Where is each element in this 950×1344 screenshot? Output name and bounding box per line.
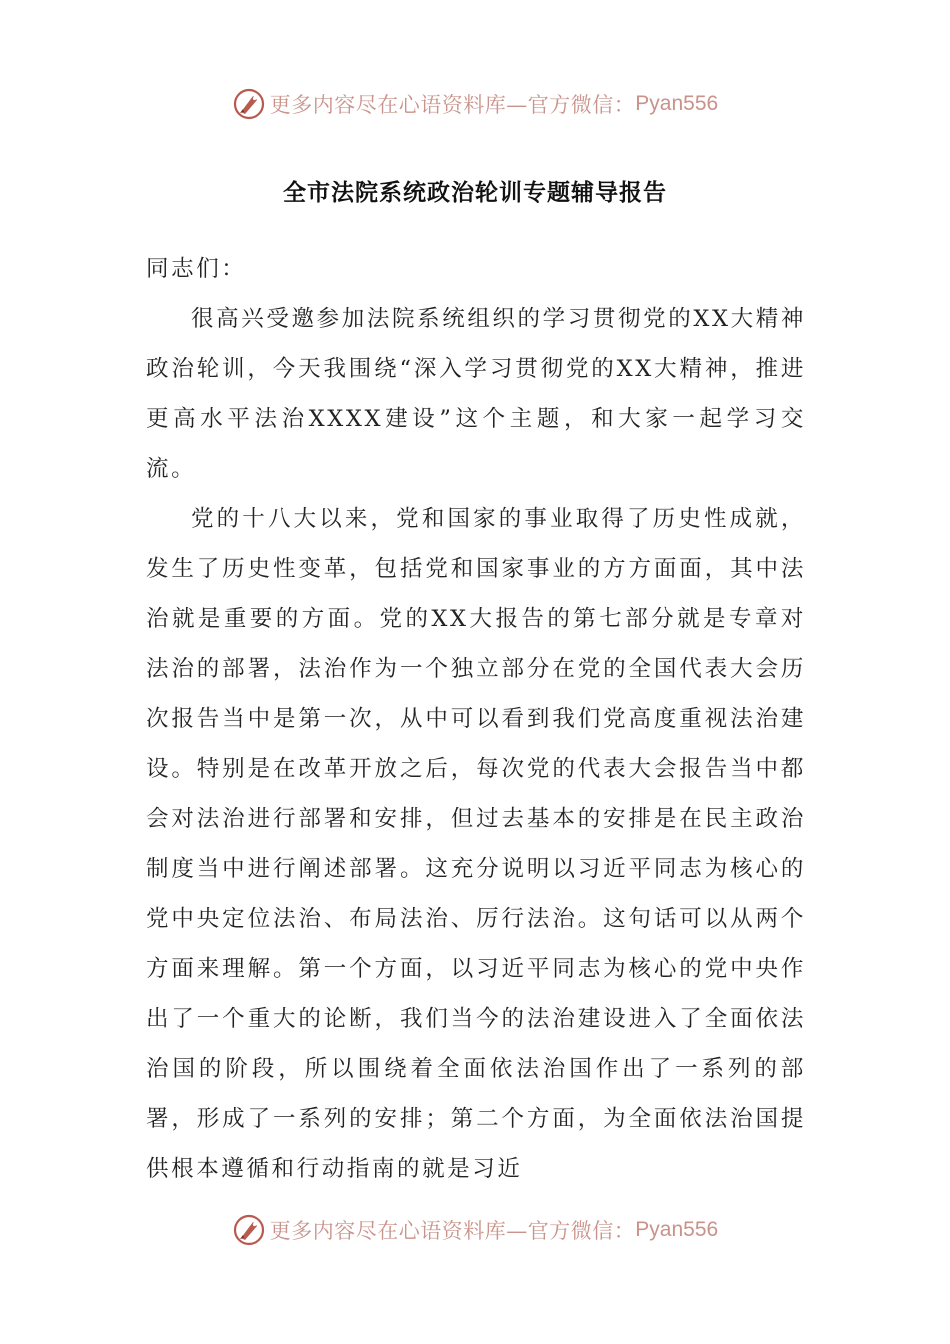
watermark-text: 更多内容尽在心语资料库—官方微信：	[269, 93, 636, 117]
paragraph-intro: 很高兴受邀参加法院系统组织的学习贯彻党的XX大精神政治轮训，今天我围绕“深入学习贯彻党的XX大精神，推进更高水平法治XXXX建设”这个主题，和大家一起学习交流。	[146, 306, 806, 482]
wechat-id: Pyan556	[635, 92, 719, 115]
document-title: 全市法院系统政治轮训专题辅导报告	[283, 179, 667, 206]
wechat-id: Pyan556	[635, 1218, 719, 1241]
salutation: 同志们：	[146, 256, 247, 282]
watermark-text: 更多内容尽在心语资料库—官方微信：	[269, 1219, 636, 1243]
document-body	[146, 244, 806, 1194]
pen-nib-logo-icon	[232, 1213, 266, 1247]
paragraph-main: 党的十八大以来，党和国家的事业取得了历史性成就，发生了历史性变革，包括党和国家事业的方方面面，其中法治就是重要的方面。党的XX大报告的第七部分就是专章对法治的部署，法治作为一个独立部分在党的全国代表大会历次报告当中是第一次，从中可以看到我们党高度重视法治建设。特别是在改革开放之后，每次党的代表大会报告当中都会对法治进行部署和安排，但过去基本的安排是在民主政治制度当中进行阐述部署。这充分说明以习近平同志为核心的党中央定位法治、布局法治、厉行法治。这句话可以从两个方面来理解。第一个方面，以习近平同志为核心的党中央作出了一个重大的论断，我们当今的法治建设进入了全面依法治国的阶段，所以围绕着全面依法治国作出了一系列的部署，形成了一系列的安排；第二个方面，为全面依法治国提供根本遵循和行动指南的就是习近	[146, 506, 806, 1182]
footer-watermark-banner	[0, 1210, 950, 1250]
header-watermark-banner	[0, 84, 950, 124]
pen-nib-logo-icon	[232, 87, 266, 121]
